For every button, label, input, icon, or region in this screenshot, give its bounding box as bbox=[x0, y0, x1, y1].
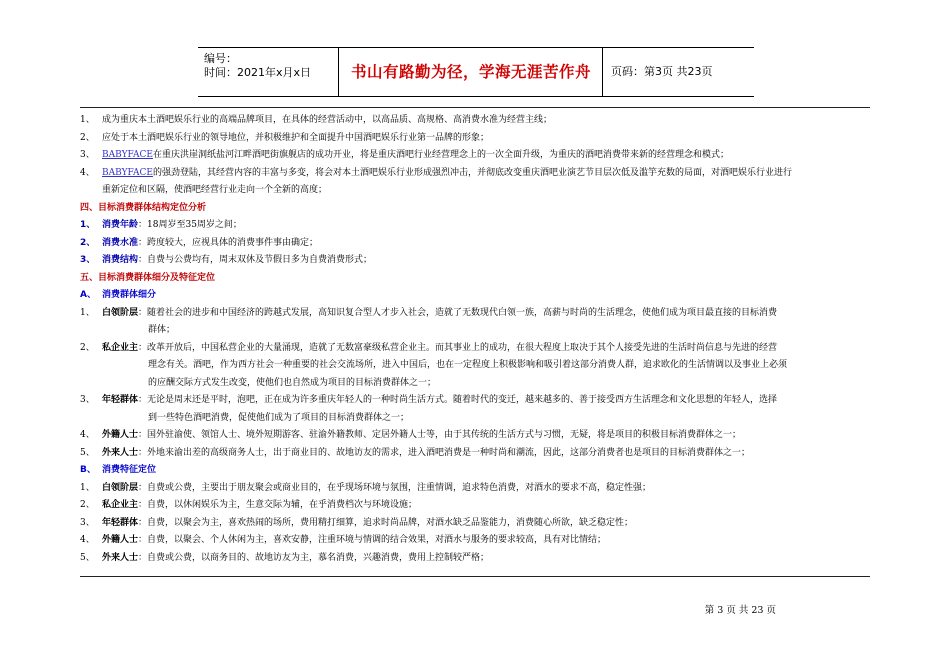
list-item bbox=[80, 497, 870, 515]
item-label: 白领阶层 bbox=[102, 307, 139, 318]
item-number: 1、 bbox=[80, 482, 95, 493]
subsection-number: A、 bbox=[80, 290, 96, 300]
item-number: 3、 bbox=[80, 150, 95, 160]
list-item-continuation bbox=[80, 375, 870, 393]
item-text: ：自费与公费均有，周末双休及节假日多为自费消费形式； bbox=[138, 255, 373, 265]
item-number: 5、 bbox=[80, 447, 95, 458]
item-text: 重新定位和区隔，使酒吧经营行业走向一个全新的高度； bbox=[102, 185, 328, 195]
section-title: 四、目标消费群体结构定位分析 bbox=[80, 202, 207, 213]
item-text-wrap bbox=[102, 147, 729, 165]
item-text-wrap bbox=[102, 515, 633, 533]
item-label: 年轻群体 bbox=[102, 517, 139, 528]
item-label: 外来人士 bbox=[102, 552, 139, 563]
item-text: ：自费或公费，以商务目的、故地访友为主，慕名消费，兴趣消费，费用上控制较严格； bbox=[138, 552, 490, 563]
item-number: 4、 bbox=[80, 167, 95, 178]
item-text-wrap bbox=[102, 480, 651, 498]
bottom-rule bbox=[80, 576, 870, 577]
item-text: 成为重庆本土酒吧娱乐行业的高端品牌项目，在具体的经营活动中，以高品质、高规格、高消费水准为经营主线； bbox=[102, 115, 553, 125]
item-label: 外籍人士 bbox=[102, 430, 139, 440]
list-item bbox=[80, 130, 870, 148]
list-item bbox=[80, 235, 870, 253]
subsection-title: 消费群体细分 bbox=[102, 290, 157, 300]
top-rule bbox=[80, 107, 870, 108]
header-number-label: 编号： bbox=[204, 52, 237, 65]
subsection-heading bbox=[80, 287, 870, 305]
item-text-wrap bbox=[102, 235, 318, 253]
item-label: 消费水准 bbox=[102, 237, 139, 248]
list-item bbox=[80, 217, 870, 235]
item-number: 4、 bbox=[80, 430, 95, 440]
subsection-heading bbox=[80, 462, 870, 480]
item-text: 到一些特色酒吧消费，促使他们成为了项目的目标消费群体之一； bbox=[148, 412, 410, 423]
list-item bbox=[80, 550, 870, 568]
list-item bbox=[80, 340, 870, 358]
item-text: 应处于本土酒吧娱乐行业的领导地位，并积极维护和全面提升中国酒吧娱乐行业第一品牌的形象； bbox=[102, 132, 490, 143]
header-motto: 书山有路勤为径，学海无涯苦作舟 bbox=[350, 63, 591, 81]
section-heading bbox=[80, 200, 870, 218]
item-number: 2、 bbox=[80, 342, 95, 353]
list-item-continuation bbox=[80, 357, 870, 375]
item-text: 的应酬交际方式发生改变，使他们也自然成为项目的目标消费群体之一； bbox=[148, 377, 437, 388]
item-text-wrap bbox=[102, 305, 777, 323]
item-text-wrap bbox=[102, 252, 372, 270]
item-text: ：自费，以聚会为主，喜欢热闹的场所，费用精打细算，追求时尚品牌，对酒水缺乏品鉴能力，消费随心所欲，缺乏稳定性； bbox=[138, 517, 634, 528]
item-text: ：18周岁至35周岁之间； bbox=[138, 220, 242, 230]
list-item bbox=[80, 427, 870, 445]
item-text: 群体； bbox=[148, 325, 176, 335]
list-item-continuation bbox=[80, 410, 870, 428]
list-item bbox=[80, 445, 870, 463]
item-number: 5、 bbox=[80, 552, 95, 563]
item-text: ：自费，以休闲娱乐为主，生意交际为辅，在乎消费档次与环境设施； bbox=[138, 500, 418, 510]
item-text: ：自费或公费，主要出于朋友聚会或商业目的，在乎现场环境与氛围，注重情调，追求特色消费，对酒水的要求不高，稳定性强； bbox=[138, 482, 652, 493]
item-text: 的强劲登陆，其经营内容的丰富与多变，将会对本土酒吧娱乐行业形成强烈冲击，并彻底改变重庆酒吧业演艺节目层次低及滥竽充数的局面，对酒吧娱乐行业进行 bbox=[152, 167, 792, 178]
item-text-wrap bbox=[102, 550, 489, 568]
item-number: 3、 bbox=[80, 517, 95, 528]
brand-link[interactable]: BABYFACE bbox=[102, 167, 153, 178]
section-title: 五、目标消费群体细分及特征定位 bbox=[80, 272, 216, 283]
section-heading bbox=[80, 270, 870, 288]
header-motto-cell bbox=[338, 48, 603, 96]
item-text-wrap bbox=[102, 497, 417, 515]
header-time-label: 时间：2021年x月x日 bbox=[204, 66, 312, 79]
page-header bbox=[198, 47, 754, 97]
item-text-wrap bbox=[102, 427, 741, 445]
brand-link[interactable]: BABYFACE bbox=[102, 150, 153, 160]
item-text: ：改革开放后，中国私营企业的大量涌现，造就了无数富豪级私营企业主。而其事业上的成功，在很大程度上取决于其个人接受先进的生活时尚信息与先进的经营 bbox=[138, 342, 778, 353]
item-label: 消费结构 bbox=[102, 255, 139, 265]
header-page-label: 页码：第3页 共23页 bbox=[602, 48, 754, 96]
list-item bbox=[80, 480, 870, 498]
list-item-continuation bbox=[80, 322, 870, 340]
item-text: ：随着社会的进步和中国经济的跨越式发展，高知识复合型人才步入社会，造就了无数现代白领一族，高薪与时尚的生活理念，使他们成为项目最直接的目标消费 bbox=[138, 307, 778, 318]
item-text: ：外地来渝出差的高级商务人士，出于商业目的、故地访友的需求，进入酒吧消费是一种时尚和潮流，因此，这部分消费者也是项目的目标消费群体之一； bbox=[138, 447, 751, 458]
list-item bbox=[80, 305, 870, 323]
item-text-wrap bbox=[102, 445, 750, 463]
subsection-number: B、 bbox=[80, 465, 96, 475]
item-text: ：国外驻渝使、领馆人士、境外短期游客、驻渝外籍教师、定居外籍人士等，由于其传统的生活方式与习惯，无疑，将是项目的积极目标消费群体之一； bbox=[138, 430, 742, 440]
item-text-wrap bbox=[102, 340, 777, 358]
item-number: 4、 bbox=[80, 535, 95, 545]
item-number: 3、 bbox=[80, 395, 95, 405]
item-text-wrap bbox=[102, 392, 777, 410]
page-footer: 第 3 页 共 23 页 bbox=[704, 605, 776, 616]
item-label: 私企业主 bbox=[102, 500, 139, 510]
item-number: 3、 bbox=[80, 255, 96, 265]
item-number: 1、 bbox=[80, 115, 95, 125]
header-meta bbox=[198, 48, 338, 96]
item-label: 白领阶层 bbox=[102, 482, 139, 493]
list-item-continuation bbox=[80, 182, 870, 200]
item-text: ：跨度较大，应视具体的消费事件事由确定； bbox=[138, 237, 319, 248]
list-item bbox=[80, 392, 870, 410]
item-number: 1、 bbox=[80, 220, 96, 230]
item-number: 2、 bbox=[80, 237, 96, 248]
list-item bbox=[80, 252, 870, 270]
item-label: 私企业主 bbox=[102, 342, 139, 353]
list-item bbox=[80, 165, 870, 183]
item-number: 1、 bbox=[80, 307, 95, 318]
item-label: 外来人士 bbox=[102, 447, 139, 458]
item-number: 2、 bbox=[80, 132, 95, 143]
item-text: 理念有关。酒吧，作为西方社会一种重要的社会交流场所，进入中国后，也在一定程度上积极影响和吸引着这部分消费人群，追求欧化的生活情调以及事业上必须 bbox=[148, 360, 788, 370]
item-label: 年轻群体 bbox=[102, 395, 139, 405]
item-text: ：自费，以聚会、个人休闲为主，喜欢安静，注重环境与情调的结合效果，对酒水与服务的要求较高，具有对比情结； bbox=[138, 535, 607, 545]
item-text: ：无论是周末还是平时，泡吧，正在成为许多重庆年轻人的一种时尚生活方式。随着时代的变迁，越来越多的、善于接受西方生活理念和文化思想的年轻人，选择 bbox=[138, 395, 778, 405]
item-text: 在重庆洪崖洞纸盐河江畔酒吧街旗舰店的成功开业，将是重庆酒吧行业经营理念上的一次全面升级，为重庆的酒吧消费带来新的经营理念和模式； bbox=[152, 150, 729, 160]
list-item bbox=[80, 515, 870, 533]
list-item bbox=[80, 532, 870, 550]
list-item bbox=[80, 147, 870, 165]
list-item bbox=[80, 112, 870, 130]
item-label: 外籍人士 bbox=[102, 535, 139, 545]
item-number: 2、 bbox=[80, 500, 95, 510]
subsection-title: 消费特征定位 bbox=[102, 465, 157, 475]
item-text-wrap bbox=[102, 217, 242, 235]
document-body bbox=[80, 112, 870, 567]
item-text-wrap bbox=[102, 165, 792, 183]
item-text-wrap bbox=[102, 532, 606, 550]
item-label: 消费年龄 bbox=[102, 220, 139, 230]
